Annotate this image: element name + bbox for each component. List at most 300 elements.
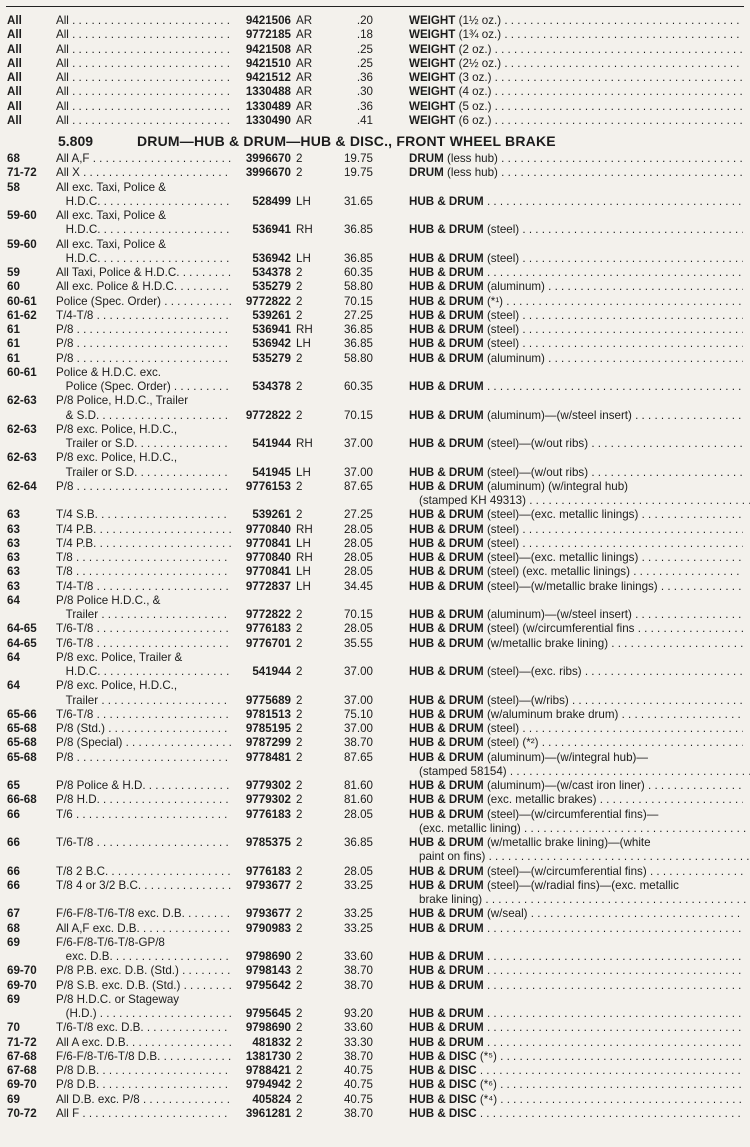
description-detail: (steel) (*²) (483, 736, 539, 750)
part-row (0, 637, 750, 651)
year-cell: 64 (7, 593, 20, 607)
description-detail: (2½ oz.) (455, 56, 502, 70)
description-cell (409, 565, 743, 579)
model-cell: T/8 2 B.C. . . . (56, 865, 231, 879)
description-bold: WEIGHT (409, 113, 456, 127)
part-number-cell: 1330488 (245, 85, 291, 99)
model-cell: P/8 . . . (56, 323, 231, 337)
quantity-cell: 2 (296, 779, 303, 792)
quantity-cell: RH (296, 323, 313, 336)
description-bold: HUB & DRUM (409, 736, 484, 750)
description-cell (409, 1107, 743, 1121)
quantity-cell: AR (296, 42, 313, 56)
description-cell (409, 1036, 743, 1050)
quantity-cell: LH (296, 251, 311, 265)
price-cell: 31.65 (343, 194, 373, 208)
year-cell: 66 (7, 878, 20, 892)
quantity-cell: LH (296, 194, 311, 208)
year-cell: 64 (7, 650, 20, 664)
price-cell: 19.75 (343, 152, 373, 165)
description-bold: HUB & DISC (409, 1092, 477, 1106)
description-detail: (aluminum) (483, 351, 545, 365)
model-cell: P/8 exc. Police, Trailer & (56, 650, 183, 664)
part-row (0, 181, 750, 210)
description-cell (409, 1050, 743, 1064)
price-cell: 70.15 (343, 294, 373, 308)
quantity-cell: 2 (296, 294, 303, 308)
quantity-cell: 2 (296, 408, 303, 422)
part-number-cell: 9421510 (245, 56, 291, 70)
description-bold: WEIGHT (409, 14, 456, 27)
model-cell: T/6 . . . (56, 808, 231, 822)
description-bold: HUB & DRUM (409, 707, 484, 721)
quantity-cell: AR (296, 14, 313, 27)
year-cell: 61 (7, 323, 20, 336)
quantity-cell: 2 (296, 280, 303, 294)
part-row (0, 865, 750, 879)
quantity-cell: 2 (296, 1092, 303, 1106)
price-cell: 37.00 (343, 722, 373, 735)
description-detail: (steel) (483, 308, 520, 322)
year-cell: All (7, 85, 22, 99)
year-cell: 59 (7, 266, 20, 279)
year-cell: 61 (7, 337, 20, 351)
description-continued: (stamped KH 49313) . . . (419, 494, 750, 508)
model-cell: T/6-T/8 exc. D.B. . . . (56, 1021, 231, 1035)
quantity-cell: LH (296, 579, 311, 593)
description-continued: paint on fins) . . . (419, 850, 750, 864)
part-number-cell: 9781513 (245, 707, 291, 721)
description-bold: HUB & DISC (409, 1049, 477, 1063)
description-detail: (*⁵) (476, 1049, 497, 1063)
quantity-cell: RH (296, 551, 313, 564)
model-cell: P/8 exc. Police, H.D.C., (56, 451, 178, 465)
description-bold: HUB & DRUM (409, 693, 484, 707)
price-cell: 36.85 (343, 223, 373, 237)
part-number-cell: 9770841 (245, 565, 291, 579)
model-cell: T/6-T/8 . . . (56, 622, 231, 636)
quantity-cell: 2 (296, 308, 303, 322)
part-number-cell: 9775689 (245, 693, 291, 707)
description-bold: HUB & DRUM (409, 1021, 484, 1035)
part-row (0, 979, 750, 993)
price-cell: 70.15 (343, 408, 373, 422)
price-cell: 36.85 (343, 323, 373, 336)
quantity-cell: 2 (296, 750, 303, 764)
description-cell (409, 1007, 743, 1021)
part-row (0, 266, 750, 280)
description-cell (409, 57, 743, 71)
quantity-cell: 2 (296, 479, 303, 493)
description-detail: (steel) (483, 337, 520, 351)
quantity-cell: 2 (296, 1007, 303, 1020)
section-number: 5.809 (58, 133, 94, 149)
description-bold: WEIGHT (409, 28, 456, 42)
quantity-cell: AR (296, 113, 313, 127)
description-bold: HUB & DRUM (409, 750, 484, 764)
weight-row (0, 57, 750, 71)
weight-row (0, 85, 750, 99)
part-number-cell: 9779302 (245, 793, 291, 807)
description-cell (409, 437, 743, 451)
year-cell: All (7, 14, 22, 27)
weight-row (0, 14, 750, 28)
part-row (0, 1050, 750, 1064)
part-number-cell: 534378 (252, 380, 291, 393)
year-cell: All (7, 99, 22, 113)
description-cell (409, 43, 743, 57)
description-cell (409, 309, 743, 323)
price-cell: 70.15 (343, 608, 373, 621)
part-number-cell: 9779302 (245, 779, 291, 792)
description-detail: (3 oz.) (455, 71, 492, 84)
part-row (0, 936, 750, 965)
description-detail: (steel) (483, 323, 520, 336)
year-cell: All (7, 113, 22, 127)
description-cell (409, 665, 743, 679)
part-number-cell: 9776183 (245, 807, 291, 821)
price-cell: 28.05 (343, 622, 373, 636)
description-bold: HUB & DRUM (409, 1035, 484, 1049)
part-row (0, 964, 750, 978)
model-cell: All A,F exc. D.B. . . . (56, 922, 231, 936)
year-cell: 66 (7, 836, 20, 849)
description-detail: (*⁴) (476, 1092, 498, 1106)
part-number-cell: 9770840 (245, 551, 291, 564)
description-bold: HUB & DRUM (409, 622, 484, 636)
description-detail: (steel) (w/circumferential fins (483, 622, 635, 636)
model-cell: All X . . . (56, 166, 231, 180)
quantity-cell: 2 (296, 608, 303, 621)
part-row (0, 751, 750, 780)
price-cell: 81.60 (343, 793, 373, 807)
part-number-cell: 536941 (252, 323, 291, 336)
year-cell: 65-68 (7, 736, 37, 750)
description-bold: WEIGHT (409, 71, 456, 84)
part-number-cell: 528499 (252, 194, 291, 208)
description-cell (409, 352, 743, 366)
model-cell: T/8 4 or 3/2 B.C. . . . (56, 879, 231, 893)
description-cell (409, 865, 743, 879)
description-cell (409, 166, 743, 180)
quantity-cell: AR (296, 28, 313, 42)
model-cell-continued: Trailer or S.D. . . . (56, 466, 231, 480)
quantity-cell: LH (296, 565, 311, 579)
part-row (0, 366, 750, 395)
price-cell: 28.05 (343, 565, 373, 579)
model-cell-continued: H.D.C. . . . (56, 252, 231, 266)
year-cell: 60 (7, 280, 20, 294)
description-cell (409, 836, 743, 850)
part-row (0, 323, 750, 337)
price-cell: 60.35 (343, 266, 373, 279)
quantity-cell: 2 (296, 622, 303, 636)
price-cell: 35.55 (343, 636, 373, 650)
part-number-cell: 1330489 (245, 99, 291, 113)
part-row (0, 1036, 750, 1050)
model-cell: P/8 S.B. exc. D.B. (Std.) . . . (56, 979, 231, 993)
description-detail: (aluminum)—(w/steel insert) (483, 608, 632, 621)
description-cell (409, 708, 743, 722)
description-bold: HUB & DRUM (409, 294, 484, 308)
year-cell: 69-70 (7, 978, 37, 992)
description-cell (409, 1078, 743, 1092)
model-cell-continued: & S.D. . . . (56, 409, 231, 423)
model-cell: P/8 Police, H.D.C., Trailer (56, 394, 189, 408)
year-cell: 63 (7, 565, 20, 579)
description-bold: HUB & DRUM (409, 522, 484, 536)
part-number-cell: 9798690 (245, 950, 291, 963)
part-number-cell: 536942 (252, 251, 291, 265)
model-cell: P/8 . . . (56, 352, 231, 366)
description-bold: DRUM (409, 166, 444, 180)
description-cell (409, 694, 743, 708)
model-cell: P/8 (Special) . . . (56, 736, 231, 750)
quantity-cell: 2 (296, 636, 303, 650)
quantity-cell: RH (296, 437, 313, 450)
description-cell (409, 622, 743, 636)
description-bold: HUB & DRUM (409, 380, 484, 393)
section-title: DRUM—HUB & DRUM—HUB & DISC., FRONT WHEEL BRAKE (137, 133, 556, 149)
description-detail: (exc. metallic brakes) (483, 793, 597, 807)
description-bold: WEIGHT (409, 56, 456, 70)
year-cell: 63 (7, 508, 20, 522)
description-bold: HUB & DISC (409, 1064, 477, 1077)
part-row (0, 480, 750, 509)
quantity-cell: 2 (296, 1021, 303, 1035)
description-cell (409, 28, 743, 42)
price-cell: 37.00 (343, 437, 373, 450)
quantity-cell: 2 (296, 380, 303, 393)
description-bold: HUB & DRUM (409, 508, 484, 522)
year-cell: 69-70 (7, 964, 37, 978)
year-cell: 66-68 (7, 793, 37, 807)
part-number-cell: 9770841 (245, 536, 291, 550)
weight-row (0, 100, 750, 114)
description-detail: (steel)—(exc. metallic linings) (483, 508, 639, 522)
description-cell (409, 523, 743, 537)
description-bold: HUB & DRUM (409, 337, 484, 351)
description-cell (409, 409, 743, 423)
description-detail: (2 oz.) (455, 42, 492, 56)
price-cell: 37.00 (343, 693, 373, 707)
part-number-cell: 535279 (252, 280, 291, 294)
description-detail: (aluminum)—(w/integral hub)— (483, 750, 649, 764)
description-detail: (4 oz.) (455, 85, 492, 99)
part-row (0, 537, 750, 551)
quantity-cell: 2 (296, 807, 303, 821)
model-cell: Police (Spec. Order) . . . (56, 295, 231, 309)
description-bold: HUB & DRUM (409, 536, 484, 550)
year-cell: All (7, 56, 22, 70)
year-cell: 69-70 (7, 1078, 37, 1092)
year-cell: 67 (7, 907, 20, 921)
part-number-cell: 541944 (252, 665, 291, 678)
quantity-cell: 2 (296, 1049, 303, 1063)
description-bold: HUB & DRUM (409, 608, 484, 621)
description-continued: (stamped 58154) . . . (419, 765, 750, 779)
quantity-cell: 2 (296, 836, 303, 849)
quantity-cell: 2 (296, 864, 303, 878)
price-cell: 19.75 (343, 166, 373, 180)
description-bold: HUB & DISC (409, 1078, 477, 1092)
description-cell (409, 466, 743, 480)
model-cell: All exc. Taxi, Police & (56, 180, 166, 194)
price-cell: .25 (356, 56, 373, 70)
year-cell: All (7, 42, 22, 56)
part-number-cell: 3996670 (245, 152, 291, 165)
description-cell (409, 480, 743, 494)
price-cell: 27.25 (343, 508, 373, 522)
part-row (0, 508, 750, 522)
model-cell: All . . . (56, 14, 231, 28)
quantity-cell: 2 (296, 1035, 303, 1049)
price-cell: 93.20 (343, 1007, 373, 1020)
price-cell: 40.75 (343, 1064, 373, 1077)
description-cell (409, 879, 743, 893)
year-cell: All (7, 71, 22, 84)
price-cell: 27.25 (343, 308, 373, 322)
quantity-cell: LH (296, 536, 311, 550)
model-cell: P/8 exc. Police, H.D.C., (56, 679, 178, 693)
part-row (0, 580, 750, 594)
description-bold: HUB & DRUM (409, 878, 484, 892)
part-row (0, 1093, 750, 1107)
model-cell: P/8 . . . (56, 480, 231, 494)
model-cell: All . . . (56, 100, 231, 114)
description-cell (409, 751, 743, 765)
part-row (0, 907, 750, 921)
description-bold: HUB & DRUM (409, 978, 484, 992)
year-cell: All (7, 28, 22, 42)
part-number-cell: 9776183 (245, 864, 291, 878)
part-number-cell: 9776153 (245, 479, 291, 493)
description-detail: (steel) (483, 522, 520, 536)
price-cell: 38.70 (343, 1106, 373, 1120)
part-number-cell: 9772822 (245, 408, 291, 422)
description-bold: DRUM (409, 152, 444, 165)
description-cell (409, 266, 743, 280)
description-detail: (w/aluminum brake drum) (483, 707, 619, 721)
quantity-cell: 2 (296, 693, 303, 707)
part-number-cell: 9795645 (245, 1007, 291, 1020)
part-row (0, 808, 750, 837)
quantity-cell: 2 (296, 166, 303, 180)
description-detail: (steel)—(w/metallic brake linings) (483, 579, 658, 593)
part-row (0, 736, 750, 750)
price-cell: 37.00 (343, 665, 373, 678)
weight-row (0, 28, 750, 42)
description-bold: HUB & DRUM (409, 1007, 484, 1020)
description-cell (409, 580, 743, 594)
model-cell: All . . . (56, 57, 231, 71)
quantity-cell: 2 (296, 508, 303, 522)
part-number-cell: 481832 (252, 1035, 291, 1049)
quantity-cell: 2 (296, 736, 303, 750)
description-cell (409, 551, 743, 565)
description-bold: HUB & DRUM (409, 722, 484, 735)
model-cell: All A,F . . . (56, 152, 231, 166)
part-row (0, 423, 750, 452)
description-bold: HUB & DRUM (409, 665, 484, 678)
model-cell: All . . . (56, 85, 231, 99)
quantity-cell: 2 (296, 964, 303, 978)
part-number-cell: 541945 (252, 465, 291, 479)
part-number-cell: 536941 (252, 223, 291, 237)
description-bold: HUB & DRUM (409, 836, 484, 849)
model-cell: T/8 . . . (56, 565, 231, 579)
part-row (0, 879, 750, 908)
price-cell: 38.70 (343, 978, 373, 992)
quantity-cell: 2 (296, 1106, 303, 1120)
part-row (0, 679, 750, 708)
part-number-cell: 9772185 (245, 28, 291, 42)
year-cell: 62-63 (7, 394, 37, 408)
model-cell: F/6-F/8-T/6-T/8 exc. D.B. . . . (56, 907, 231, 921)
description-detail: (aluminum) (w/integral hub) (483, 479, 629, 493)
description-detail: (steel) (483, 251, 520, 265)
description-cell (409, 337, 743, 351)
quantity-cell: 2 (296, 1078, 303, 1092)
part-row (0, 1078, 750, 1092)
model-cell: P/8 exc. Police, H.D.C., (56, 422, 178, 436)
description-bold: HUB & DRUM (409, 223, 484, 237)
part-row (0, 622, 750, 636)
price-cell: 34.45 (343, 579, 373, 593)
description-cell (409, 537, 743, 551)
part-number-cell: 9421506 (245, 14, 291, 27)
part-row (0, 651, 750, 680)
year-cell: 61 (7, 351, 20, 365)
description-bold: WEIGHT (409, 99, 456, 113)
part-number-cell: 9776183 (245, 622, 291, 636)
description-bold: HUB & DRUM (409, 551, 484, 564)
price-cell: 37.00 (343, 465, 373, 479)
description-cell (409, 85, 743, 99)
part-number-cell: 9793677 (245, 907, 291, 921)
quantity-cell: 2 (296, 950, 303, 963)
description-bold: HUB & DRUM (409, 323, 484, 336)
part-number-cell: 9785375 (245, 836, 291, 849)
description-detail: (steel)—(w/circumferential fins) (483, 864, 647, 878)
part-number-cell: 9798690 (245, 1021, 291, 1035)
model-cell: T/4 P.B. . . . (56, 523, 231, 537)
price-cell: 28.05 (343, 807, 373, 821)
description-detail: (steel)—(w/circumferential fins)— (483, 807, 659, 821)
part-number-cell: 9772822 (245, 608, 291, 621)
year-cell: 69 (7, 992, 20, 1006)
part-number-cell: 9790983 (245, 921, 291, 935)
description-detail: (steel)—(w/out ribs) (483, 465, 589, 479)
description-cell (409, 1021, 743, 1035)
model-cell-continued: (H.D.) . . . (56, 1007, 231, 1021)
price-cell: .18 (356, 28, 373, 42)
part-row (0, 551, 750, 565)
year-cell: 58 (7, 180, 20, 194)
description-bold: HUB & DRUM (409, 251, 484, 265)
part-number-cell: 9798143 (245, 964, 291, 978)
description-cell (409, 1093, 743, 1107)
model-cell-continued: exc. D.B. . . . (56, 950, 231, 964)
price-cell: .30 (356, 85, 373, 99)
quantity-cell: AR (296, 99, 313, 113)
model-cell: P/8 . . . (56, 751, 231, 765)
description-cell (409, 964, 743, 978)
description-bold: HUB & DRUM (409, 308, 484, 322)
price-cell: 75.10 (343, 707, 373, 721)
description-cell (409, 14, 743, 28)
price-cell: .25 (356, 42, 373, 56)
